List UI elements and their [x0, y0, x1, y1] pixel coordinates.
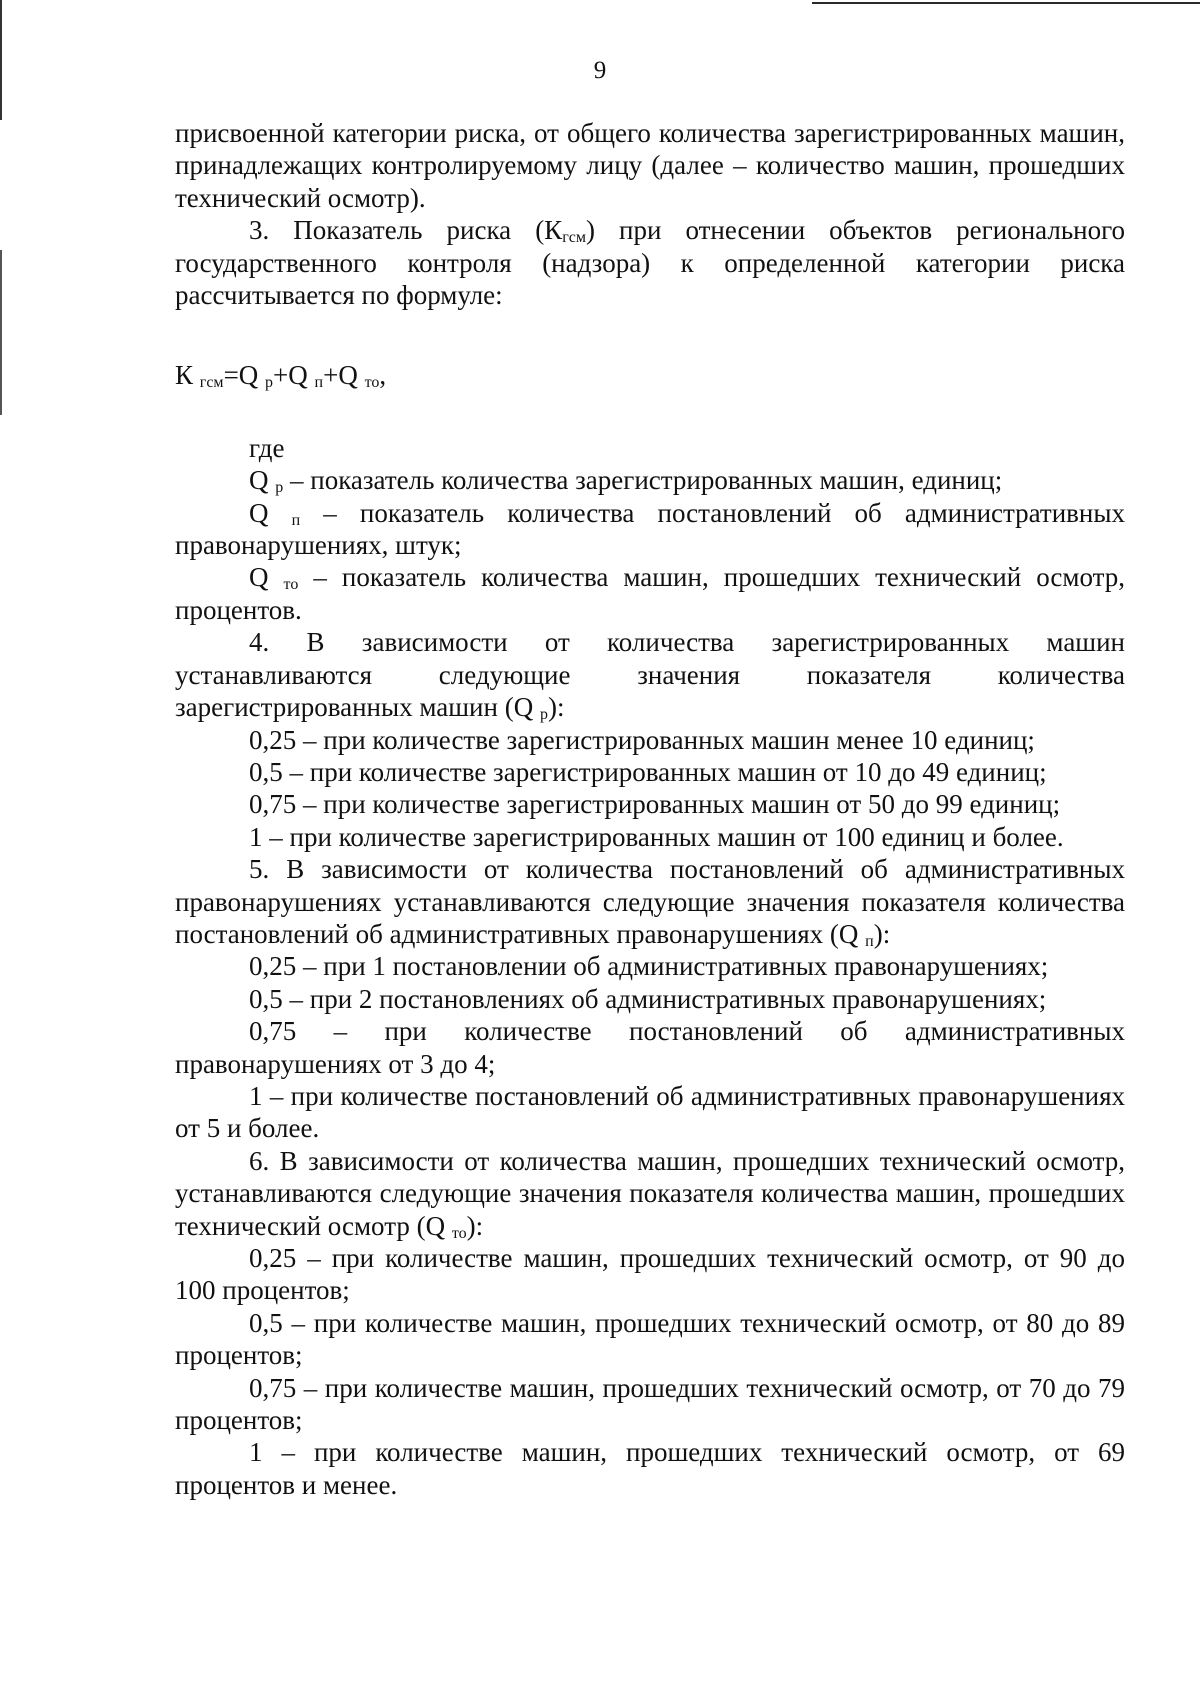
qp-subscript: р	[275, 479, 284, 497]
formula-k: К	[175, 360, 194, 391]
qp-text: – показатель количества зарегистрированных машин, единиц;	[283, 465, 1003, 496]
list-item: 0,5 – при 2 постановлениях об административных правонарушениях;	[249, 983, 1047, 1014]
paragraph-5-subscript: п	[865, 932, 874, 950]
list-item: 1 – при количестве постановлений об административных правонарушениях от 5 и более.	[175, 1080, 1125, 1144]
formula-q1-subscript: р	[265, 374, 274, 392]
paragraph-4-text-start: 4. В зависимости от количества зарегистрированных машин устанавливаются следующие значения показателя количества зарегистрированных машин (Q	[175, 627, 1125, 723]
formula-eq: =Q	[223, 360, 259, 391]
list-item: 1 – при количестве зарегистрированных машин от 100 единиц и более.	[249, 821, 1064, 852]
formula-q2-subscript: п	[314, 374, 324, 392]
paragraph-4	[175, 626, 1125, 723]
paragraph-3-text-end: ) при отнесении объектов регионального государственного контроля (надзора) к определенной категории риска рассчитывается по формуле:	[175, 215, 1125, 311]
paragraph-3-text-start: 3. Показатель риска (К	[249, 215, 563, 246]
paragraph-5	[175, 853, 1125, 950]
definition-qto	[175, 561, 1125, 626]
paragraph-4-subscript: р	[539, 706, 548, 724]
formula-k-subscript: гсм	[199, 374, 224, 392]
risk-formula	[175, 359, 1125, 391]
qn-subscript: п	[291, 511, 301, 529]
list-item: 0,5 – при количестве зарегистрированных машин от 10 до 49 единиц;	[249, 756, 1047, 787]
definition-qp	[175, 464, 1125, 496]
list-item: 1 – при количестве машин, прошедших технический осмотр, от 69 процентов и менее.	[175, 1437, 1125, 1500]
paragraph-6-subscript: то	[451, 1224, 467, 1242]
list-item: 0,75 – при количестве постановлений об административных правонарушениях от 3 до 4;	[175, 1016, 1125, 1079]
paragraph-6-text-end: ):	[466, 1210, 484, 1241]
qto-subscript: то	[283, 576, 299, 594]
list-item: 0,25 – при количестве машин, прошедших технический осмотр, от 90 до 100 процентов;	[175, 1243, 1125, 1306]
where-label: где	[249, 432, 285, 463]
paragraph-6	[175, 1145, 1125, 1242]
qp-symbol: Q	[249, 465, 269, 496]
formula-plus2: +Q	[323, 360, 358, 391]
list-item: 0,25 – при количестве зарегистрированных машин менее 10 единиц;	[249, 724, 1035, 755]
paragraph-5-text-end: ):	[873, 918, 891, 949]
qn-symbol: Q	[249, 497, 269, 528]
page-number: 9	[593, 57, 607, 84]
qn-text: – показатель количества постановлений об административных правонарушениях, штук;	[175, 497, 1125, 561]
document-body	[175, 117, 1125, 1501]
formula-q3-subscript: то	[364, 374, 380, 392]
paragraph-3	[175, 214, 1125, 311]
list-item: 0,5 – при количестве машин, прошедших технический осмотр, от 80 до 89 процентов;	[175, 1307, 1125, 1371]
definition-qn	[175, 497, 1125, 562]
formula-plus1: +Q	[273, 360, 308, 391]
list-item: 0,75 – при количестве машин, прошедших технический осмотр, от 70 до 79 процентов;	[175, 1372, 1125, 1436]
paragraph-5-text-start: 5. В зависимости от количества постановлений об административных правонарушениях устанавливаются следующие значения показателя количества постановлений об административных правонарушениях (Q	[175, 854, 1125, 949]
paragraph-4-text-end: ):	[547, 692, 565, 723]
list-item: 0,75 – при количестве зарегистрированных машин от 50 до 99 единиц;	[249, 789, 1061, 820]
scan-edge-top	[812, 2, 1200, 4]
formula-tail: ,	[379, 360, 387, 391]
paragraph-continuation: присвоенной категории риска, от общего количества зарегистрированных машин, принадлежащих контролируемому лицу (далее – количество машин, прошедших технический осмотр).	[175, 118, 1125, 213]
k-subscript: гсм	[562, 229, 586, 247]
qto-symbol: Q	[249, 562, 269, 593]
list-item: 0,25 – при 1 постановлении об административных правонарушениях;	[249, 951, 1049, 982]
paragraph-6-text-start: 6. В зависимости от количества машин, прошедших технический осмотр, устанавливаются следующие значения показателя количества машин, прошедших технический осмотр (Q	[175, 1145, 1125, 1241]
qto-text: – показатель количества машин, прошедших технический осмотр, процентов.	[175, 562, 1125, 625]
scan-edge-left-lower	[0, 250, 2, 415]
